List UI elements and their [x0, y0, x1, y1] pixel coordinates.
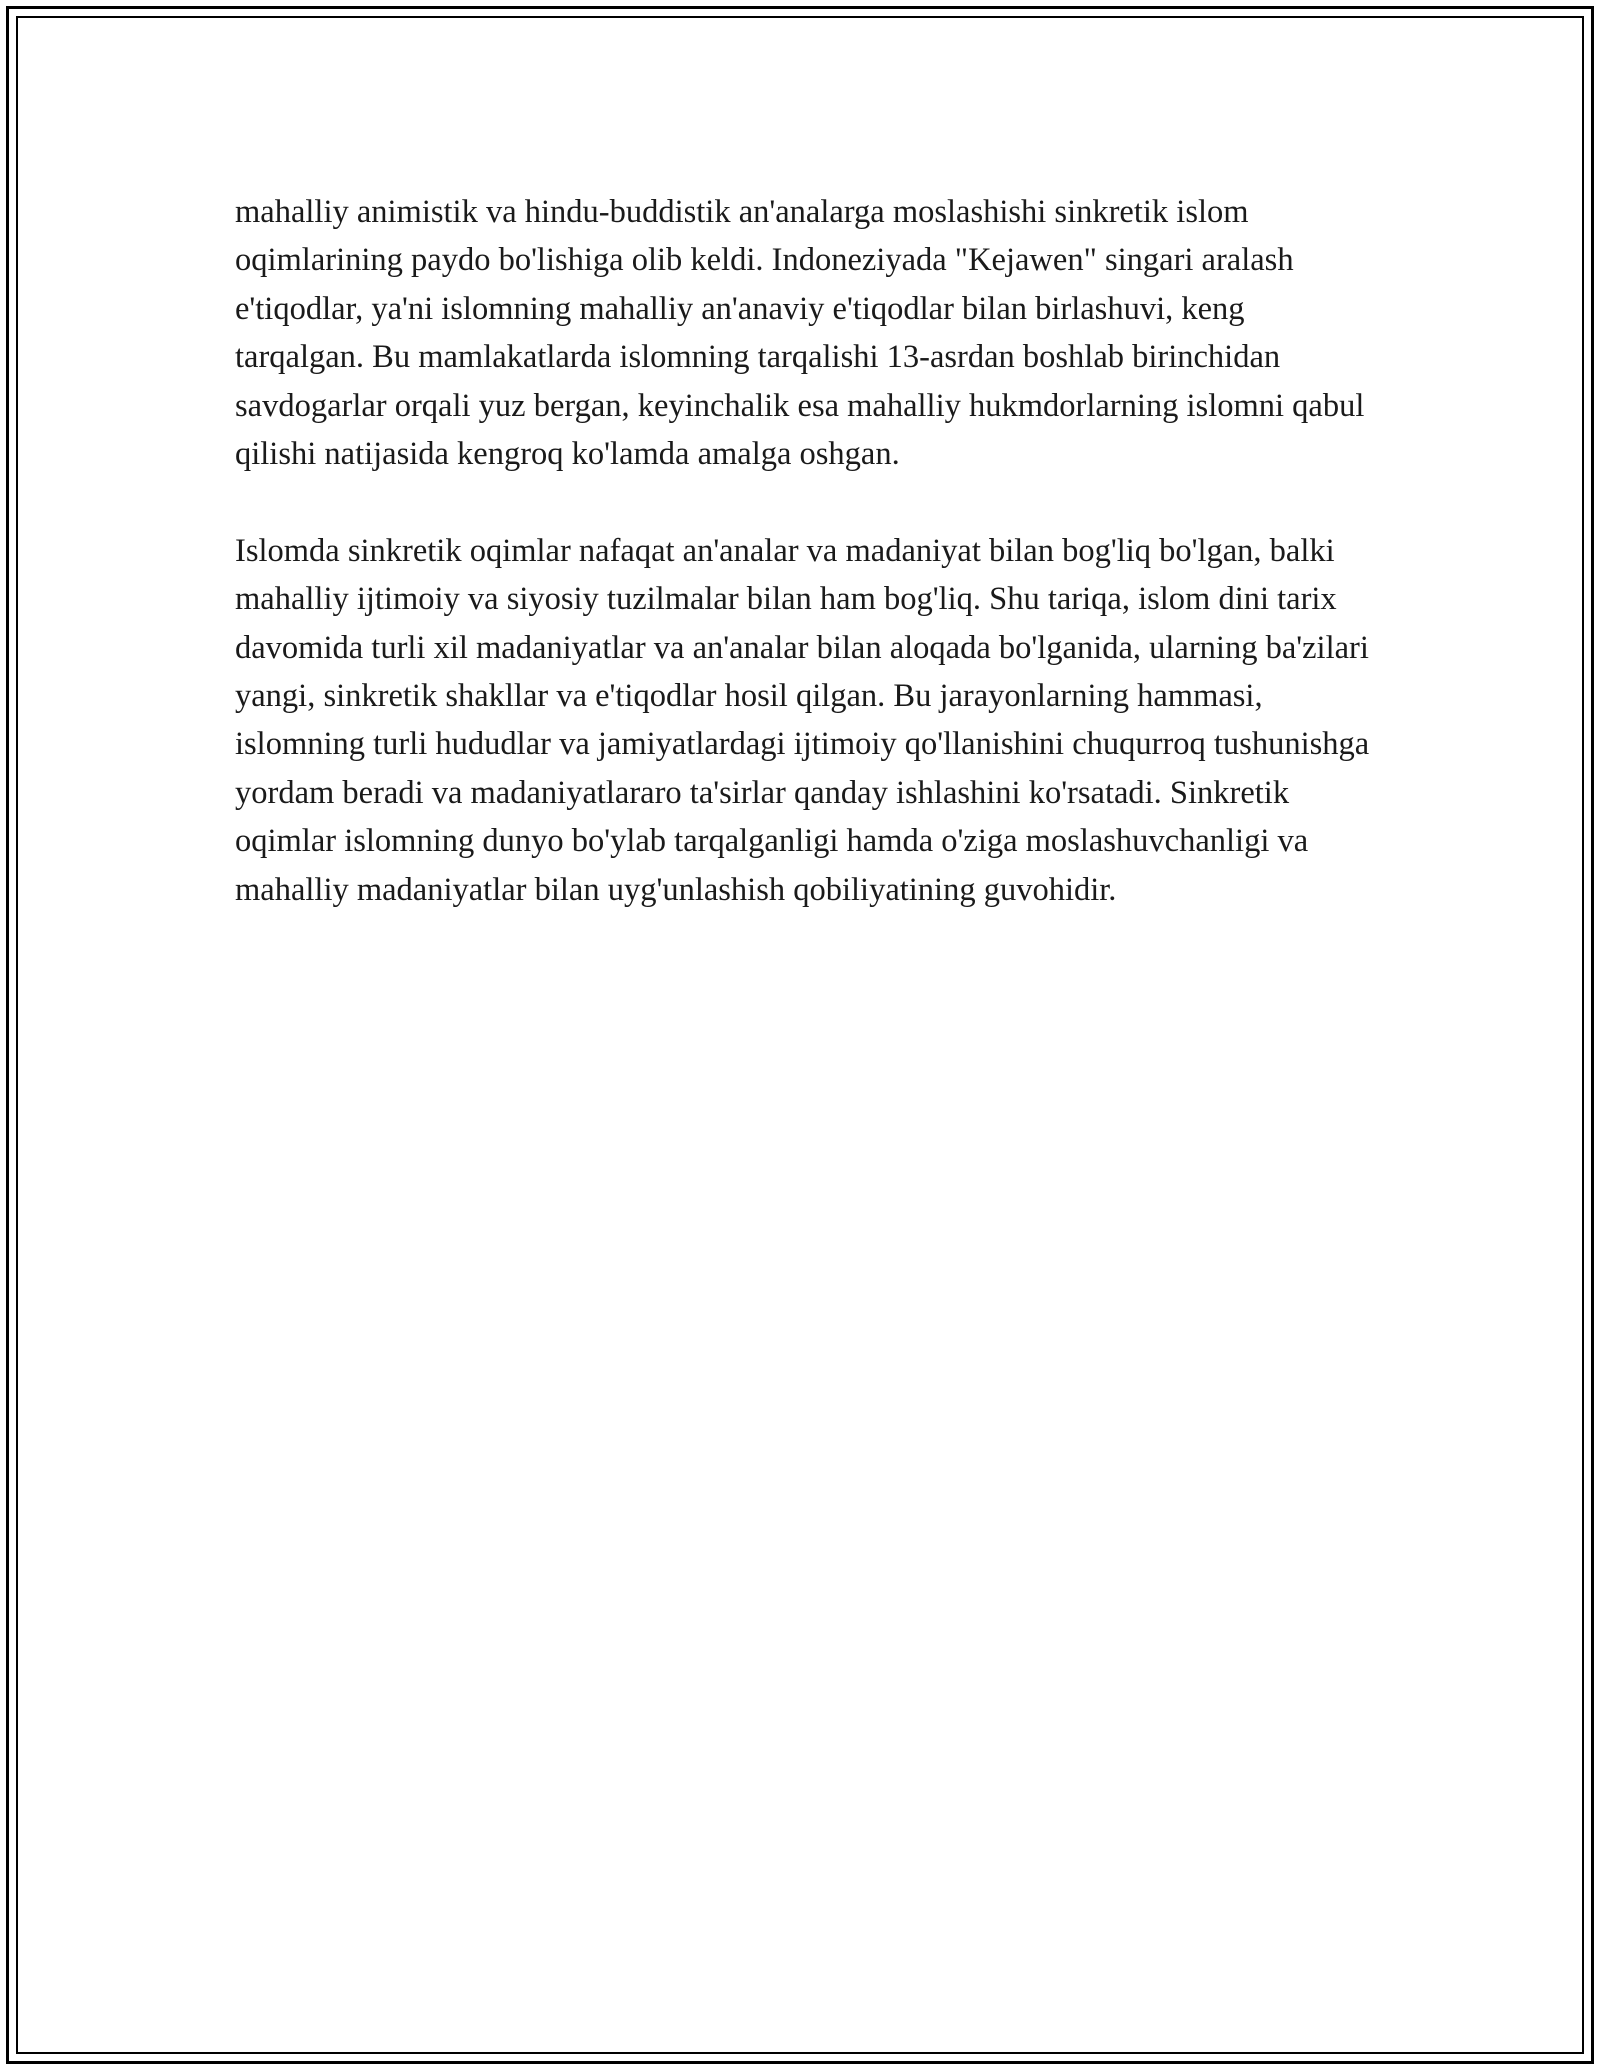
- paragraph-2: Islomda sinkretik oqimlar nafaqat an'analar va madaniyat bilan bog'liq bo'lgan, balki mahalliy ijtimoiy va siyosiy tuzilmalar bilan ham bog'liq. Shu tariqa, islom dini tarix davomida turli xil madaniyatlar va an'analar bilan aloqada bo'lganida, ularning ba'zilari yangi, sinkretik shakllar va e'tiqodlar hosil qilgan. Bu jarayonlarning hammasi, islomning turli hududlar va jamiyatlardagi ijtimoiy qo'llanishini chuqurroq tushunishga yordam beradi va madaniyatlararo ta'sirlar qanday ishlashini ko'rsatadi. Sinkretik oqimlar islomning dunyo bo'ylab tarqalganligi hamda o'ziga moslashuvchanligi va mahalliy madaniyatlar bilan uyg'unlashish qobiliyatining guvohidir.: [235, 532, 1370, 908]
- document-body: [235, 188, 1375, 914]
- paragraph-1: mahalliy animistik va hindu-buddistik an'analarga moslashishi sinkretik islom oqimlarining paydo bo'lishiga olib keldi. Indoneziyada "Kejawen" singari aralash e'tiqodlar, ya'ni islomning mahalliy an'anaviy e'tiqodlar bilan birlashuvi, keng tarqalgan. Bu mamlakatlarda islomning tarqalishi 13-asrdan boshlab birinchidan savdogarlar orqali yuz bergan, keyinchalik esa mahalliy hukmdorlarning islomni qabul qilishi natijasida kengroq ko'lamda amalga oshgan.: [235, 194, 1365, 473]
